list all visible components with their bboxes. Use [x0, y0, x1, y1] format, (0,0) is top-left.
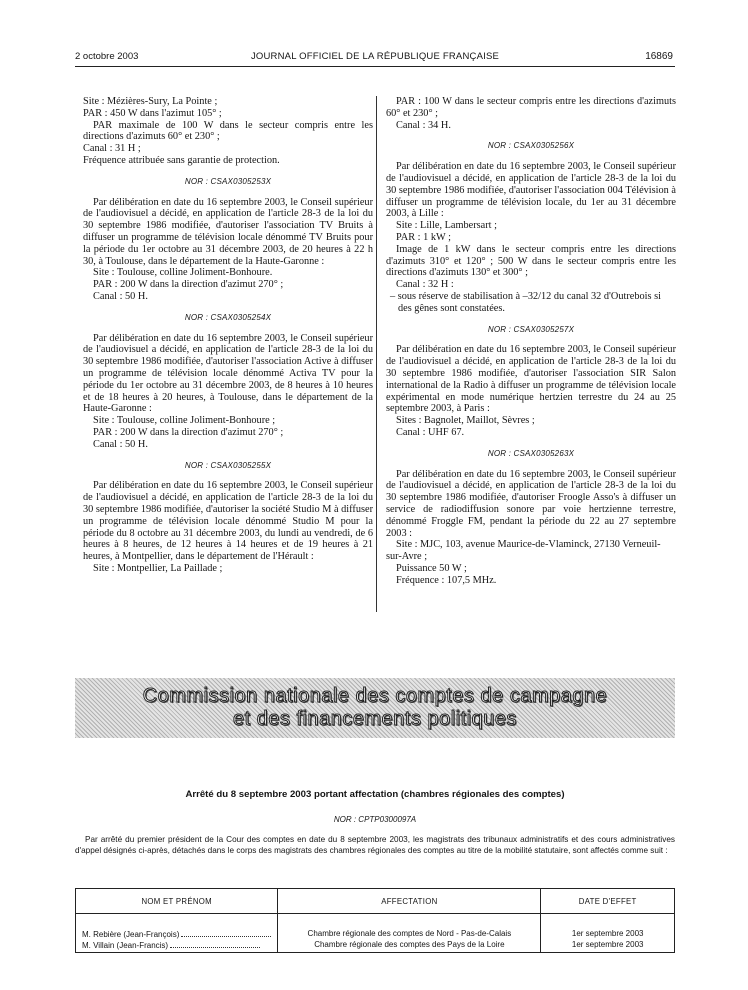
deliberation-paragraph: Par délibération en date du 16 septembre 2003, le Conseil supérieur de l'audiovisuel a décidé, en application de l'article 28-3 de la loi du 30 septembre 1986 modifiée, d'autoriser l'association TV Bruits à diffuser un programme de télévision locale dénommé TV Bruits pour la période du 1er octobre au 31 décembre 2003, de 20 heures à 22 h 30, à Toulouse, dans le département de la Haute-Garonne :	[83, 196, 373, 267]
detail-line: Puissance 50 W ;	[396, 562, 467, 574]
deliberation-paragraph: Par délibération en date du 16 septembre 2003, le Conseil supérieur de l'audiovisuel a décidé, en application de l'article 28-3 de la loi du 30 septembre 1986 modifiée, d'autoriser Froogle Asso's à diffuser un service de radiodiffusion sonore par voie hertzienne terrestre, dénommé Froggle FM, pendant la période du 22 au 27 septembre 2003 :	[386, 468, 676, 539]
nor-reference: NOR : CSAX0305263X	[487, 448, 575, 458]
table-cell: 1er septembre 2003	[541, 914, 675, 940]
nor-reference: NOR : CSAX0305255X	[184, 460, 272, 470]
continued-line: Site : Mézières-Sury, La Pointe ;	[83, 96, 218, 107]
dash-item: – sous réserve de stabilisation à –32/12 du canal 32 d'Outrebois si des gênes sont constatées.	[390, 290, 661, 314]
table-cell: M. Rebière (Jean-François)	[76, 914, 278, 940]
section-banner	[75, 678, 675, 738]
continued-line: Canal : 34 H.	[396, 119, 451, 131]
right-column	[386, 96, 676, 586]
continued-line: Fréquence attribuée sans garantie de protection.	[83, 154, 280, 166]
banner-line: et des financements politiques	[232, 708, 518, 730]
column-header: AFFECTATION	[278, 889, 541, 914]
continued-line: PAR maximale de 100 W dans le secteur compris entre les directions d'azimuts 60° et 230° ;	[83, 119, 373, 143]
detail-line: Canal : UHF 67.	[396, 426, 465, 438]
detail-line: Site : Montpellier, La Paillade ;	[93, 562, 223, 574]
continued-line: PAR : 450 W dans l'azimut 105° ;	[83, 107, 222, 119]
table-header-row	[76, 889, 675, 914]
journal-title: JOURNAL OFFICIEL DE LA RÉPUBLIQUE FRANÇAISE	[250, 51, 500, 62]
header-date: 2 octobre 2003	[75, 51, 139, 62]
table-cell: 1er septembre 2003	[541, 939, 675, 953]
nor-reference: NOR : CSAX0305254X	[184, 312, 272, 322]
detail-line: Site : Toulouse, colline Joliment-Bonhoure.	[93, 267, 273, 279]
deliberation-paragraph: Par délibération en date du 16 septembre 2003, le Conseil supérieur de l'audiovisuel a décidé, en application de l'article 28-3 de la loi du 30 septembre 1986 modifiée, d'autoriser l'association 004 Télévision à diffuser un programme de télévision locale, du 1er au 31 décembre 2003, à Lille :	[386, 161, 676, 220]
table-cell: M. Villain (Jean-Francis)	[76, 939, 278, 953]
nor-reference: NOR : CSAX0305256X	[487, 141, 575, 151]
detail-line: Fréquence : 107,5 MHz.	[396, 574, 497, 586]
detail-line: Canal : 50 H.	[93, 290, 148, 302]
nor-reference: NOR : CSAX0305257X	[487, 324, 575, 334]
left-column	[83, 96, 373, 575]
detail-line: Image de 1 kW dans le secteur compris entre les directions d'azimuts 310° et 120° ; 500 W dans le secteur compris entre les directions d'azimuts 130° et 300° ;	[386, 243, 676, 279]
detail-line: Canal : 32 H :	[396, 279, 454, 291]
nor-reference: NOR : CSAX0305253X	[184, 176, 272, 186]
detail-line: Site : Toulouse, colline Joliment-Bonhoure ;	[93, 415, 276, 427]
column-divider	[376, 96, 377, 612]
table-cell: Chambre régionale des comptes de Nord - Pas-de-Calais	[278, 914, 541, 940]
detail-line: Canal : 50 H.	[93, 438, 148, 450]
detail-line: Sites : Bagnolet, Maillot, Sèvres ;	[396, 415, 535, 427]
table-row	[76, 914, 675, 940]
page-header	[75, 51, 675, 65]
detail-line: Site : MJC, 103, avenue Maurice-de-Vlaminck, 27130 Verneuil-sur-Avre ;	[386, 539, 661, 563]
detail-line: PAR : 200 W dans la direction d'azimut 270° ;	[93, 279, 284, 291]
detail-line: PAR : 1 kW ;	[396, 231, 451, 243]
deliberation-paragraph: Par délibération en date du 16 septembre 2003, le Conseil supérieur de l'audiovisuel a décidé, en application de l'article 28-3 de la loi du 30 septembre 1986 modifiée, d'autoriser l'association SIR Salon international de la Radio à diffuser un programme de télévision locale expérimental en mode numérique hertzien terrestre du 24 au 25 septembre 2003, à Paris :	[386, 344, 676, 415]
page-number: 16869	[645, 51, 673, 62]
assignment-table	[75, 888, 675, 953]
nor-reference: NOR : CPTP0300097A	[333, 815, 417, 824]
column-header: NOM ET PRÉNOM	[76, 889, 278, 914]
detail-line: Site : Lille, Lambersart ;	[396, 220, 497, 232]
banner-line: Commission nationale des comptes de campagne	[142, 685, 608, 707]
arrete-intro: Par arrêté du premier président de la Cour des comptes en date du 8 septembre 2003, les magistrats des tribunaux administratifs et des cours administratives d'appel désignés ci-après, détachés dans le corps des magistrats des chambres régionales des comptes au titre de la mobilité statutaire, sont affectés comme suit :	[75, 835, 675, 855]
deliberation-paragraph: Par délibération en date du 16 septembre 2003, le Conseil supérieur de l'audiovisuel a décidé, en application de l'article 28-3 de la loi du 30 septembre 1986 modifiée, d'autoriser la société Studio M à diffuser un programme de télévision locale dénommé Studio M pour la période du 8 octobre au 31 décembre 2003, du lundi au vendredi, de 6 heures à 8 heures, de 12 heures à 14 heures et de 19 heures à 21 heures, à Montpellier, dans le département de l'Hérault :	[83, 480, 373, 563]
column-header: DATE D'EFFET	[541, 889, 675, 914]
continued-line: PAR : 100 W dans le secteur compris entre les directions d'azimuts 60° et 230° ;	[386, 96, 676, 119]
table-cell: Chambre régionale des comptes des Pays de la Loire	[278, 939, 541, 953]
continued-line: Canal : 31 H ;	[83, 143, 141, 155]
header-rule	[75, 66, 675, 67]
detail-line: PAR : 200 W dans la direction d'azimut 270° ;	[93, 426, 284, 438]
deliberation-paragraph: Par délibération en date du 16 septembre 2003, le Conseil supérieur de l'audiovisuel a décidé, en application de l'article 28-3 de la loi du 30 septembre 1986 modifiée, d'autoriser l'association Active à diffuser un programme de télévision locale dénommé Activa TV pour la période du 1er octobre au 31 décembre 2003, de 8 heures à 10 heures et de 18 heures à 20 heures, à Toulouse, dans le département de la Haute-Garonne :	[83, 332, 373, 415]
table-row	[76, 939, 675, 953]
arrete-title: Arrêté du 8 septembre 2003 portant affectation (chambres régionales des comptes)	[185, 789, 565, 800]
